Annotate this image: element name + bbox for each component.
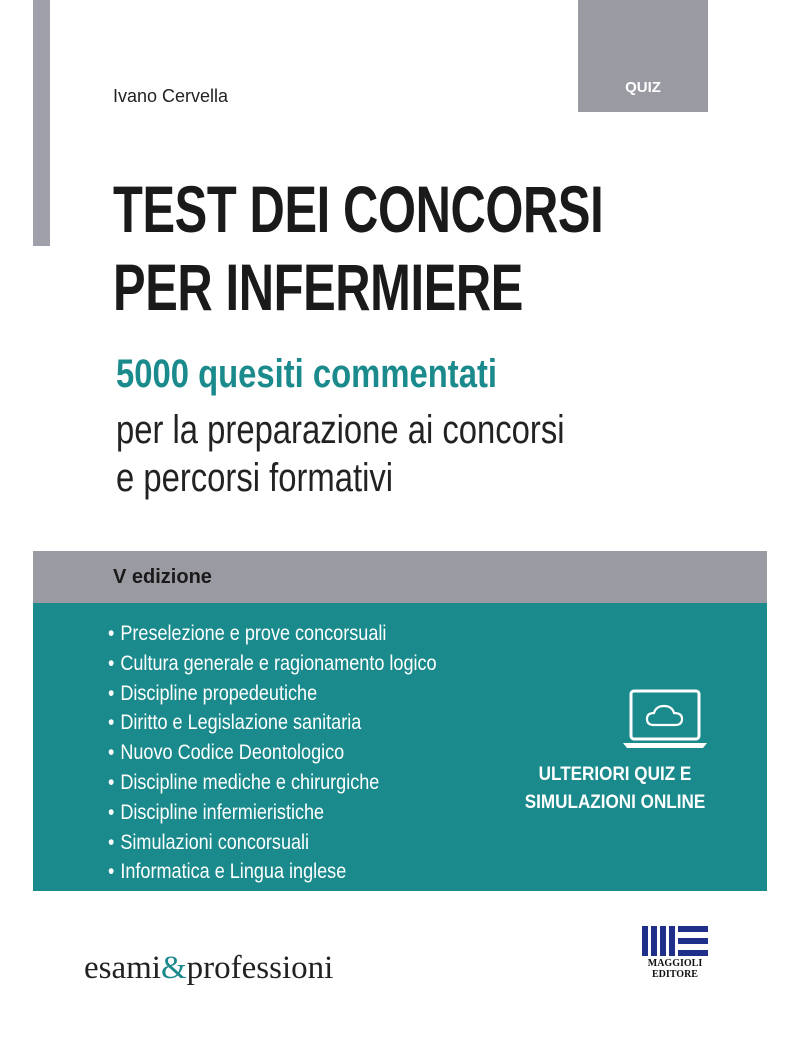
author-name: Ivano Cervella <box>113 86 229 106</box>
publisher-name <box>638 958 712 980</box>
topic-item: • Simulazioni concorsuali <box>108 828 437 858</box>
topic-item: • Discipline mediche e chirurgiche <box>108 768 437 798</box>
subtitle <box>116 406 565 502</box>
topic-item: • Preselezione e prove concorsuali <box>108 619 437 649</box>
subtitle-highlight: 5000 quesiti commentati <box>116 352 497 396</box>
edition-bar <box>33 551 767 603</box>
category-tab <box>578 0 708 112</box>
series-ampersand: & <box>160 950 187 986</box>
online-line-2: SIMULAZIONI ONLINE <box>524 792 706 813</box>
category-tab-label: QUIZ <box>625 79 661 96</box>
title-line-1: TEST DEI CONCORSI <box>113 172 604 246</box>
left-accent-bar <box>33 0 50 246</box>
subtitle-line-2: e percorsi formativi <box>116 456 394 500</box>
online-resources-note <box>521 761 708 817</box>
subtitle-line-1: per la preparazione ai concorsi <box>116 408 565 452</box>
series-part-1: esami <box>84 950 161 986</box>
publisher-line-2: EDITORE <box>652 969 698 980</box>
topic-item: • Discipline infermieristiche <box>108 798 437 828</box>
topics-panel <box>33 603 767 891</box>
title-line-2: PER INFERMIERE <box>113 250 524 324</box>
edition-label: V edizione <box>113 566 212 588</box>
laptop-cloud-icon <box>621 687 709 751</box>
topic-item: • Discipline propedeutiche <box>108 679 437 709</box>
online-line-1: ULTERIORI QUIZ E <box>538 764 692 785</box>
series-part-2: professioni <box>186 950 334 986</box>
topic-item: • Cultura generale e ragionamento logico <box>108 649 437 679</box>
topic-item: • Diritto e Legislazione sanitaria <box>108 708 437 738</box>
topics-list <box>108 619 490 887</box>
publisher-line-1: MAGGIOLI <box>647 958 703 969</box>
series-logo <box>84 950 333 987</box>
topic-item: • Nuovo Codice Deontologico <box>108 738 437 768</box>
topic-item: • Informatica e Lingua inglese <box>108 857 437 887</box>
book-title <box>113 170 603 326</box>
